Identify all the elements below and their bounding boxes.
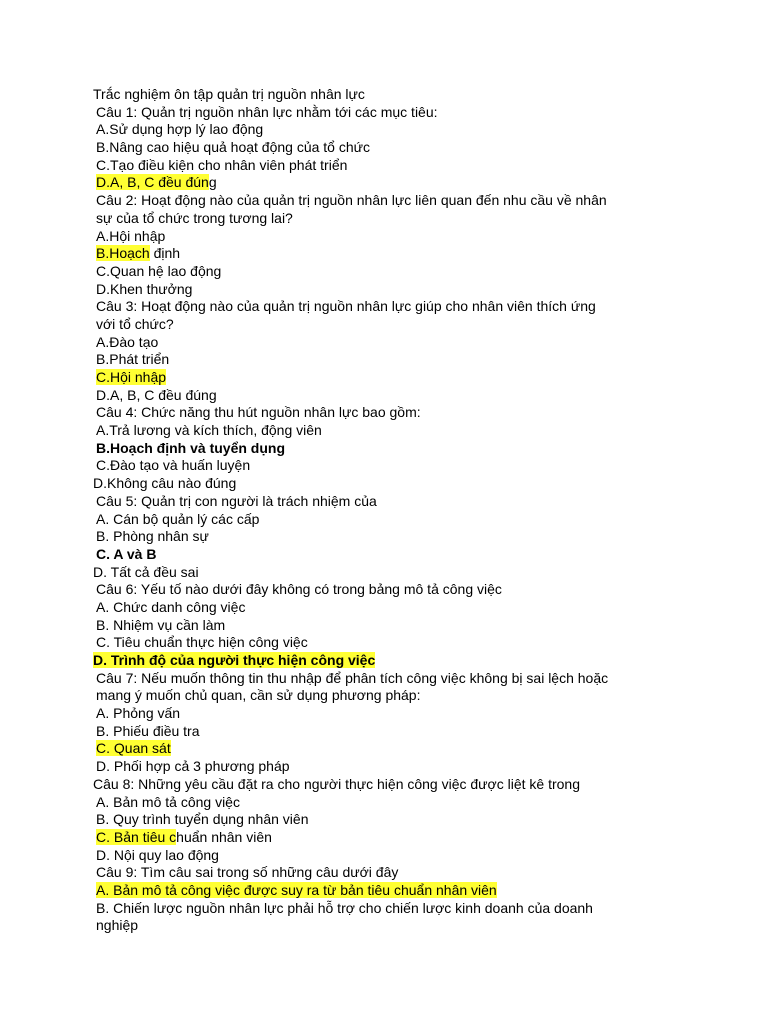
question-5: Câu 5: Quản trị con người là trách nhiệm của <box>96 492 377 509</box>
q9-option-a <box>93 882 633 900</box>
q4-option-c: C.Đào tạo và huấn luyện <box>96 457 251 474</box>
q6-answer-highlight: D. Trình độ của người thực hiện công việc <box>93 652 376 668</box>
question-2-line-2: sự của tổ chức trong tương lai? <box>96 209 293 226</box>
q7-option-d: D. Phối hợp cả 3 phương pháp <box>96 758 290 775</box>
question-1: Câu 1: Quản trị nguồn nhân lực nhằm tới các mục tiêu: <box>96 103 438 120</box>
q6-option-c: C. Tiêu chuẩn thực hiện công việc <box>96 634 308 651</box>
question-7-line-2: mang ý muốn chủ quan, cần sử dụng phương pháp: <box>96 687 421 704</box>
q5-option-a: A. Cán bộ quản lý các cấp <box>96 510 260 527</box>
q5-option-b: B. Phòng nhân sự <box>96 528 209 545</box>
q6-option-d <box>93 652 633 670</box>
q1-answer-highlight: D.A, B, C đều đún <box>96 174 209 191</box>
question-4: Câu 4: Chức năng thu hút nguồn nhân lực bao gồm: <box>96 404 421 421</box>
question-6: Câu 6: Yếu tố nào dưới đây không có trong bảng mô tả công việc <box>96 581 502 598</box>
q3-option-b: B.Phát triển <box>96 351 170 368</box>
q9-option-b-line-2: nghiệp <box>96 917 139 934</box>
q1-option-d <box>93 174 633 192</box>
q7-option-b: B. Phiếu điều tra <box>96 722 200 739</box>
q1-option-c: C.Tạo điều kiện cho nhân viên phát triển <box>96 156 348 173</box>
question-3-line-1: Câu 3: Hoạt động nào của quản trị nguồn nhân lực giúp cho nhân viên thích ứng <box>96 298 596 315</box>
q7-answer-highlight: C. Quan sát <box>96 740 171 757</box>
q5-option-c-answer: C. A và B <box>96 545 157 562</box>
q2-option-b-rest: định <box>149 245 181 262</box>
q2-option-c: C.Quan hệ lao động <box>96 262 222 279</box>
q6-option-b: B. Nhiệm vụ cần làm <box>96 616 226 633</box>
question-9: Câu 9: Tìm câu sai trong số những câu dưới đây <box>96 864 399 881</box>
q8-option-d: D. Nội quy lao động <box>96 846 219 863</box>
q8-option-c <box>93 829 633 847</box>
q1-option-a: A.Sử dụng hợp lý lao động <box>96 121 264 138</box>
question-2-line-1: Câu 2: Hoạt động nào của quản trị nguồn nhân lực liên quan đến nhu cầu về nhân <box>96 192 607 209</box>
question-8: Câu 8: Những yêu cầu đặt ra cho người thực hiện công việc được liệt kê trong <box>93 775 580 792</box>
q3-answer-highlight: C.Hội nhập <box>96 369 167 385</box>
q3-option-d: D.A, B, C đều đúng <box>96 386 217 403</box>
q1-option-b: B.Nâng cao hiệu quả hoạt động của tổ chức <box>96 139 371 156</box>
question-3-line-2: với tổ chức? <box>96 315 174 332</box>
q2-answer-highlight: B.Hoạch <box>96 245 150 262</box>
q5-option-d: D. Tất cả đều sai <box>93 563 199 580</box>
q9-option-b-line-1: B. Chiến lược nguồn nhân lực phải hỗ trợ cho chiến lược kinh doanh của doanh <box>96 899 593 916</box>
q8-option-b: B. Quy trình tuyển dụng nhân viên <box>96 811 309 828</box>
q8-option-a: A. Bản mô tả công việc <box>96 793 240 810</box>
q8-option-c-rest: huẩn nhân viên <box>176 828 272 845</box>
q2-option-b <box>93 245 633 263</box>
q8-answer-highlight: C. Bản tiêu c <box>96 828 177 845</box>
q9-answer-highlight: A. Bản mô tả công việc được suy ra từ bản tiêu chuẩn nhân viên <box>96 881 497 898</box>
q6-option-a: A. Chức danh công việc <box>96 598 246 615</box>
question-7-line-1: Câu 7: Nếu muốn thông tin thu nhập để phân tích công việc không bị sai lệch hoặc <box>96 669 609 686</box>
q2-option-a: A.Hội nhập <box>96 227 166 244</box>
document-body <box>93 86 633 935</box>
q7-option-c <box>93 740 633 758</box>
q7-option-a: A. Phỏng vấn <box>96 705 181 722</box>
q4-option-d: D.Không câu nào đúng <box>93 475 237 492</box>
q4-option-b-answer: B.Hoạch định và tuyển dụng <box>96 439 286 456</box>
q1-option-d-rest: g <box>208 174 217 191</box>
document-title: Trắc nghiệm ôn tập quản trị nguồn nhân lực <box>93 86 365 102</box>
q4-option-a: A.Trả lương và kích thích, động viên <box>96 422 322 439</box>
q3-option-a: A.Đào tạo <box>96 333 159 350</box>
q2-option-d: D.Khen thưởng <box>96 280 193 297</box>
q3-option-c <box>93 369 633 387</box>
